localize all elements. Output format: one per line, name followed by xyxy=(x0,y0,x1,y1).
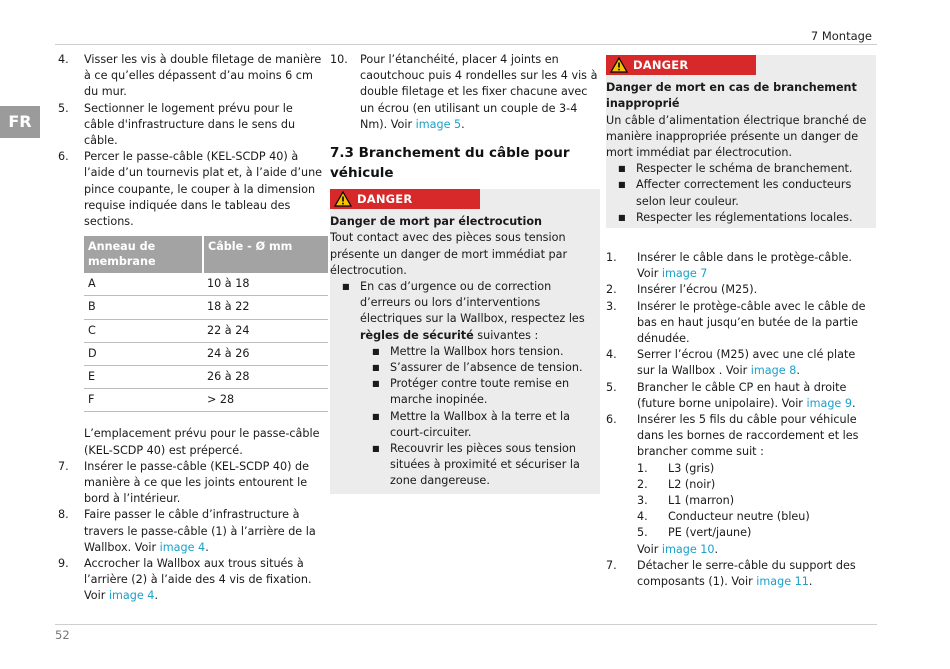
wire-list xyxy=(637,461,876,542)
image-link[interactable]: image 9 xyxy=(806,396,852,410)
safety-rules-list xyxy=(360,344,596,490)
image-link[interactable]: image 4 xyxy=(108,589,155,603)
table-row: A 10 à 18 xyxy=(84,273,328,296)
list-item: 3. L1 (marron) xyxy=(637,494,735,508)
steps-list-4-6 xyxy=(58,52,326,230)
list-item: ■ Mettre la Wallbox hors tension. xyxy=(360,344,596,360)
chapter-header: 7 Montage xyxy=(810,29,872,43)
table-row: C 22 à 24 xyxy=(84,319,328,342)
list-item: 7. Insérer le passe-câble (KEL-SCDP 40) de manière à ce que les joints entourent le bord à l’intérieur. xyxy=(58,459,310,506)
list-item: 1. Insérer le câble dans le protège-câble. Voir image 7 xyxy=(606,251,852,281)
danger-label: DANGER xyxy=(357,191,413,206)
column-2 xyxy=(330,52,600,494)
wires-reference: Voir image 10. xyxy=(637,542,719,556)
image-link[interactable]: image 8 xyxy=(750,364,797,378)
page-number: 52 xyxy=(55,628,70,642)
list-item: 5. Sectionner le logement prévu pour le câble d'infrastructure dans le sens du câble. xyxy=(58,101,296,148)
steps-list-10 xyxy=(330,52,600,133)
danger-box xyxy=(606,55,876,228)
danger-body: Tout contact avec des pièces sous tension présente un danger de mort immédiat par électrocution. xyxy=(330,231,568,277)
list-item: ■ Mettre la Wallbox à la terre et la court-circuiter. xyxy=(360,409,596,441)
image-link[interactable]: image 5 xyxy=(415,117,462,131)
list-item: 10. Pour l’étanchéité, placer 4 joints en caoutchouc puis 4 rondelles sur les 4 vis à double filetage et les fixer chacune avec un écrou (en utilisant un couple de 3-4 Nm). Voir image 5. xyxy=(330,53,598,131)
steps-list-1-7 xyxy=(606,250,876,590)
list-item: 5. Brancher le câble CP en haut à droite (future borne unipolaire). Voir image 9. xyxy=(606,380,856,410)
column-3 xyxy=(606,55,876,590)
list-item: 5. PE (vert/jaune) xyxy=(637,526,752,540)
danger-label: DANGER xyxy=(633,57,689,72)
list-item: ■ Respecter le schéma de branchement. xyxy=(606,161,872,177)
list-item: ■ En cas d’urgence ou de correction d’erreurs ou lors d’interventions électriques sur la Wallbox, respectez les règles de sécurité suivantes : xyxy=(330,279,596,344)
image-link[interactable]: image 10 xyxy=(661,542,715,556)
table-row: D 24 à 26 xyxy=(84,342,328,365)
danger-banner xyxy=(330,189,480,209)
list-item: 4. Serrer l’écrou (M25) avec une clé plate sur la Wallbox . Voir image 8. xyxy=(606,348,856,378)
table-row: E 26 à 28 xyxy=(84,366,328,389)
danger-bullets xyxy=(606,161,872,226)
steps-list-7-9 xyxy=(58,459,326,605)
table-row: F > 28 xyxy=(84,389,328,412)
danger-bullets xyxy=(330,279,596,344)
list-item: ■ S’assurer de l’absence de tension. xyxy=(360,360,596,376)
list-item: 3. Insérer le protège-câble avec le câble de bas en haut jusqu’en butée de la partie dénudée. xyxy=(606,299,866,346)
danger-body: Un câble d’alimentation électrique branché de manière inappropriée présente un danger de mort immédiat par électrocution. xyxy=(606,113,867,160)
danger-title: Danger de mort par électrocution xyxy=(330,215,542,229)
section-title: 7.3 Branchement du câble pour véhicule xyxy=(330,145,570,182)
image-link[interactable]: image 4 xyxy=(159,540,206,554)
list-item: 8. Faire passer le câble d’infrastructure à travers le passe-câble (1) à l’arrière de la Wallbox. Voir image 4. xyxy=(58,508,316,554)
list-item: 1. L3 (gris) xyxy=(637,461,715,475)
image-link[interactable]: image 7 xyxy=(661,267,708,281)
list-item: 4. Visser les vis à double filetage de manière à ce qu’elles dépassent d’au moins 6 cm du mur. xyxy=(58,53,322,99)
list-item: ■ Affecter correctement les conducteurs selon leur couleur. xyxy=(606,177,872,209)
list-item: ■ Protéger contre toute remise en marche inopinée. xyxy=(360,376,596,408)
footer-divider xyxy=(55,624,877,625)
section-table xyxy=(84,236,328,412)
warning-icon xyxy=(334,191,352,207)
list-item: 9. Accrocher la Wallbox aux trous situés à l’arrière (2) à l’aide des 4 vis de fixation. Voir image 4. xyxy=(58,557,312,603)
image-link[interactable]: image 11 xyxy=(756,575,809,589)
column-1 xyxy=(58,52,326,605)
note-text: L’emplacement prévu pour le passe-câble (KEL-SCDP 40) est prépercé. xyxy=(84,427,320,457)
list-item: 6. Insérer les 5 fils du câble pour véhicule dans les bornes de raccordement et les brancher comme suit : 1. L3 (gris) 2. L2 (noir) 3. L1 (marron) 4. Conducteur neutre (bleu) 5. PE (vert/jaune) Voir image 10. xyxy=(606,412,876,558)
table-row: B 18 à 22 xyxy=(84,296,328,319)
list-item: 4. Conducteur neutre (bleu) xyxy=(637,510,810,524)
language-tab: FR xyxy=(0,106,40,138)
list-item: 7. Détacher le serre-câble du support des composants (1). Voir image 11. xyxy=(606,558,856,589)
danger-title: Danger de mort en cas de branchement inapproprié xyxy=(606,81,857,111)
list-item: ■ Respecter les réglementations locales. xyxy=(606,210,872,226)
danger-box xyxy=(330,189,600,494)
table-header: Câble - Ø mm xyxy=(203,236,328,273)
warning-icon xyxy=(610,57,628,73)
table-header: Anneau de membrane xyxy=(84,236,203,273)
danger-banner xyxy=(606,55,756,75)
list-item: ■ Recouvrir les pièces sous tension situées à proximité et sécuriser la zone dangereuse. xyxy=(360,441,596,490)
list-item: 6. Percer le passe-câble (KEL-SCDP 40) à l’aide d’un tournevis plat et, à l’aide d’une pince coupante, le couper à la dimension requise indiquée dans le tableau des sections. xyxy=(58,150,323,229)
list-item: 2. Insérer l’écrou (M25). xyxy=(606,283,758,297)
list-item: 2. L2 (noir) xyxy=(637,477,716,491)
header-divider xyxy=(55,44,877,45)
